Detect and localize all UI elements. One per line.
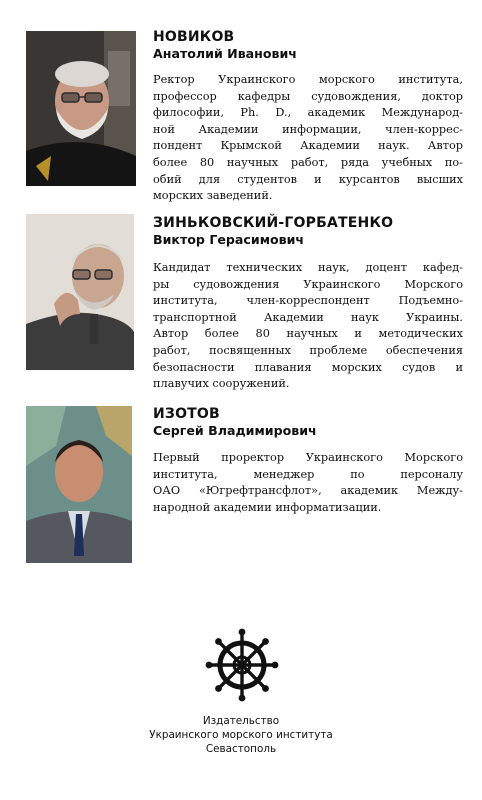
publisher-imprint <box>120 714 362 756</box>
bio-line: обий для студентов и курсантов высших <box>153 172 463 186</box>
author-given-names: Сергей Владимирович <box>153 423 317 438</box>
bio-line: работ, посвященных проблеме обеспечения <box>153 343 463 357</box>
bio-line: более 80 научных работ, ряда учебных по- <box>153 155 463 169</box>
author-given-names: Виктор Герасимович <box>153 232 305 247</box>
author-surname: ЗИНЬКОВСКИЙ-ГОРБАТЕНКО <box>153 215 394 231</box>
author-surname: НОВИКОВ <box>153 29 235 45</box>
author-given-names: Анатолий Иванович <box>153 46 297 61</box>
bio-line: Ректор Украинского морского института, <box>153 73 463 86</box>
author-surname: ИЗОТОВ <box>153 406 220 422</box>
bio-line: ОАО «Югрефтрансфлот», академик Между- <box>153 484 463 498</box>
bio-line: безопасности плавания морских судов и <box>153 360 463 374</box>
ship-wheel-icon <box>205 628 279 702</box>
bio-line: института, член-корреспондент Подъемно- <box>153 294 463 308</box>
bio-line: морских заведений. <box>153 189 273 203</box>
bio-line: ры судовождения Украинского Морского <box>153 277 463 291</box>
author-photo-novikov <box>26 31 136 186</box>
bio-line: Кандидат технических наук, доцент кафед- <box>153 261 463 274</box>
bio-line: профессор кафедры судовождения, доктор <box>153 89 463 103</box>
author-bio <box>153 260 463 393</box>
publisher-line: Севастополь <box>205 743 277 755</box>
publisher-line: Украинского морского института <box>149 729 333 741</box>
author-photo-zinkovsky-gorbatenko <box>26 214 134 370</box>
bio-line: пондент Крымской Академии наук. Автор <box>153 139 463 153</box>
bio-line: плавучих сооружений. <box>153 377 290 391</box>
author-bio <box>153 450 463 516</box>
bio-line: Автор более 80 научных и методических <box>153 327 463 341</box>
bio-line: транспортной Академии наук Украины. <box>153 310 463 324</box>
publisher-line: Издательство <box>202 715 280 727</box>
bio-line: института, менеджер по персоналу <box>153 467 463 481</box>
portrait-image <box>26 406 132 563</box>
author-photo-izotov <box>26 406 132 563</box>
author-bio <box>153 72 463 205</box>
portrait-image <box>26 31 136 186</box>
bio-line: философии, Ph. D., академик Международ- <box>153 106 463 120</box>
portrait-image <box>26 214 134 370</box>
bio-line: Первый проректор Украинского Морского <box>153 451 463 464</box>
bio-line: народной академии информатизации. <box>153 500 382 514</box>
bio-line: ной Академии информации, член-коррес- <box>153 122 463 136</box>
